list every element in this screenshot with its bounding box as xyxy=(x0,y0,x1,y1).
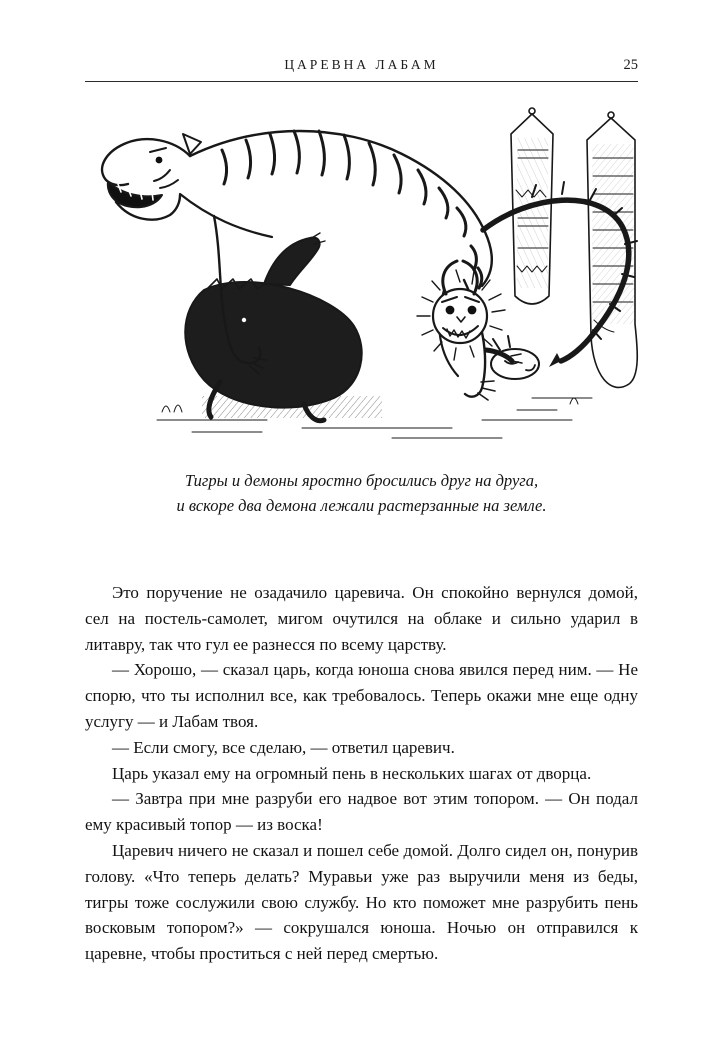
header-rule xyxy=(85,81,638,82)
paragraph: — Завтра при мне разруби его надвое вот этим топором. — Он подал ему красивый топор — из воска! xyxy=(85,789,638,835)
paragraph: — Хорошо, — сказал царь, когда юноша снова явился перед ним. — Не спорю, что ты исполнил все, как требовалось. Теперь окажи мне еще одну услугу — и Лабам твоя. xyxy=(85,660,638,731)
page-header xyxy=(85,0,638,82)
body-text xyxy=(85,580,638,967)
illustration-tigers-and-demons xyxy=(62,98,662,458)
paragraph: Это поручение не озадачило царевича. Он спокойно вернулся домой, сел на постель-самолет, мигом очутился на облаке и сильно ударил в литавру, так что гул ее разнесся по всему царству. xyxy=(85,583,638,654)
illustration-caption xyxy=(0,468,723,518)
paragraph: Царь указал ему на огромный пень в нескольких шагах от дворца. xyxy=(112,763,592,783)
paragraph: — Если смогу, все сделаю, — ответил царевич. xyxy=(112,737,455,757)
page-number: 25 xyxy=(623,57,638,73)
running-title: ЦАРЕВНА ЛАБАМ xyxy=(284,57,439,72)
paragraph: Царевич ничего не сказал и пошел себе домой. Долго сидел он, понурив голову. «Что теперь делать? Муравьи уже раз выручили меня из беды, тигры тоже сослужили свою службу. Но кто поможет мне разрубить пень восковым топором?» — сокрушался юноша. Ночью он отправился к царевне, чтобы проститься с ней перед смертью. xyxy=(85,840,638,964)
caption-line-2: и вскоре два демона лежали растерзанные на земле. xyxy=(176,496,547,515)
caption-line-1: Тигры и демоны яростно бросились друг на друга, xyxy=(184,471,539,490)
